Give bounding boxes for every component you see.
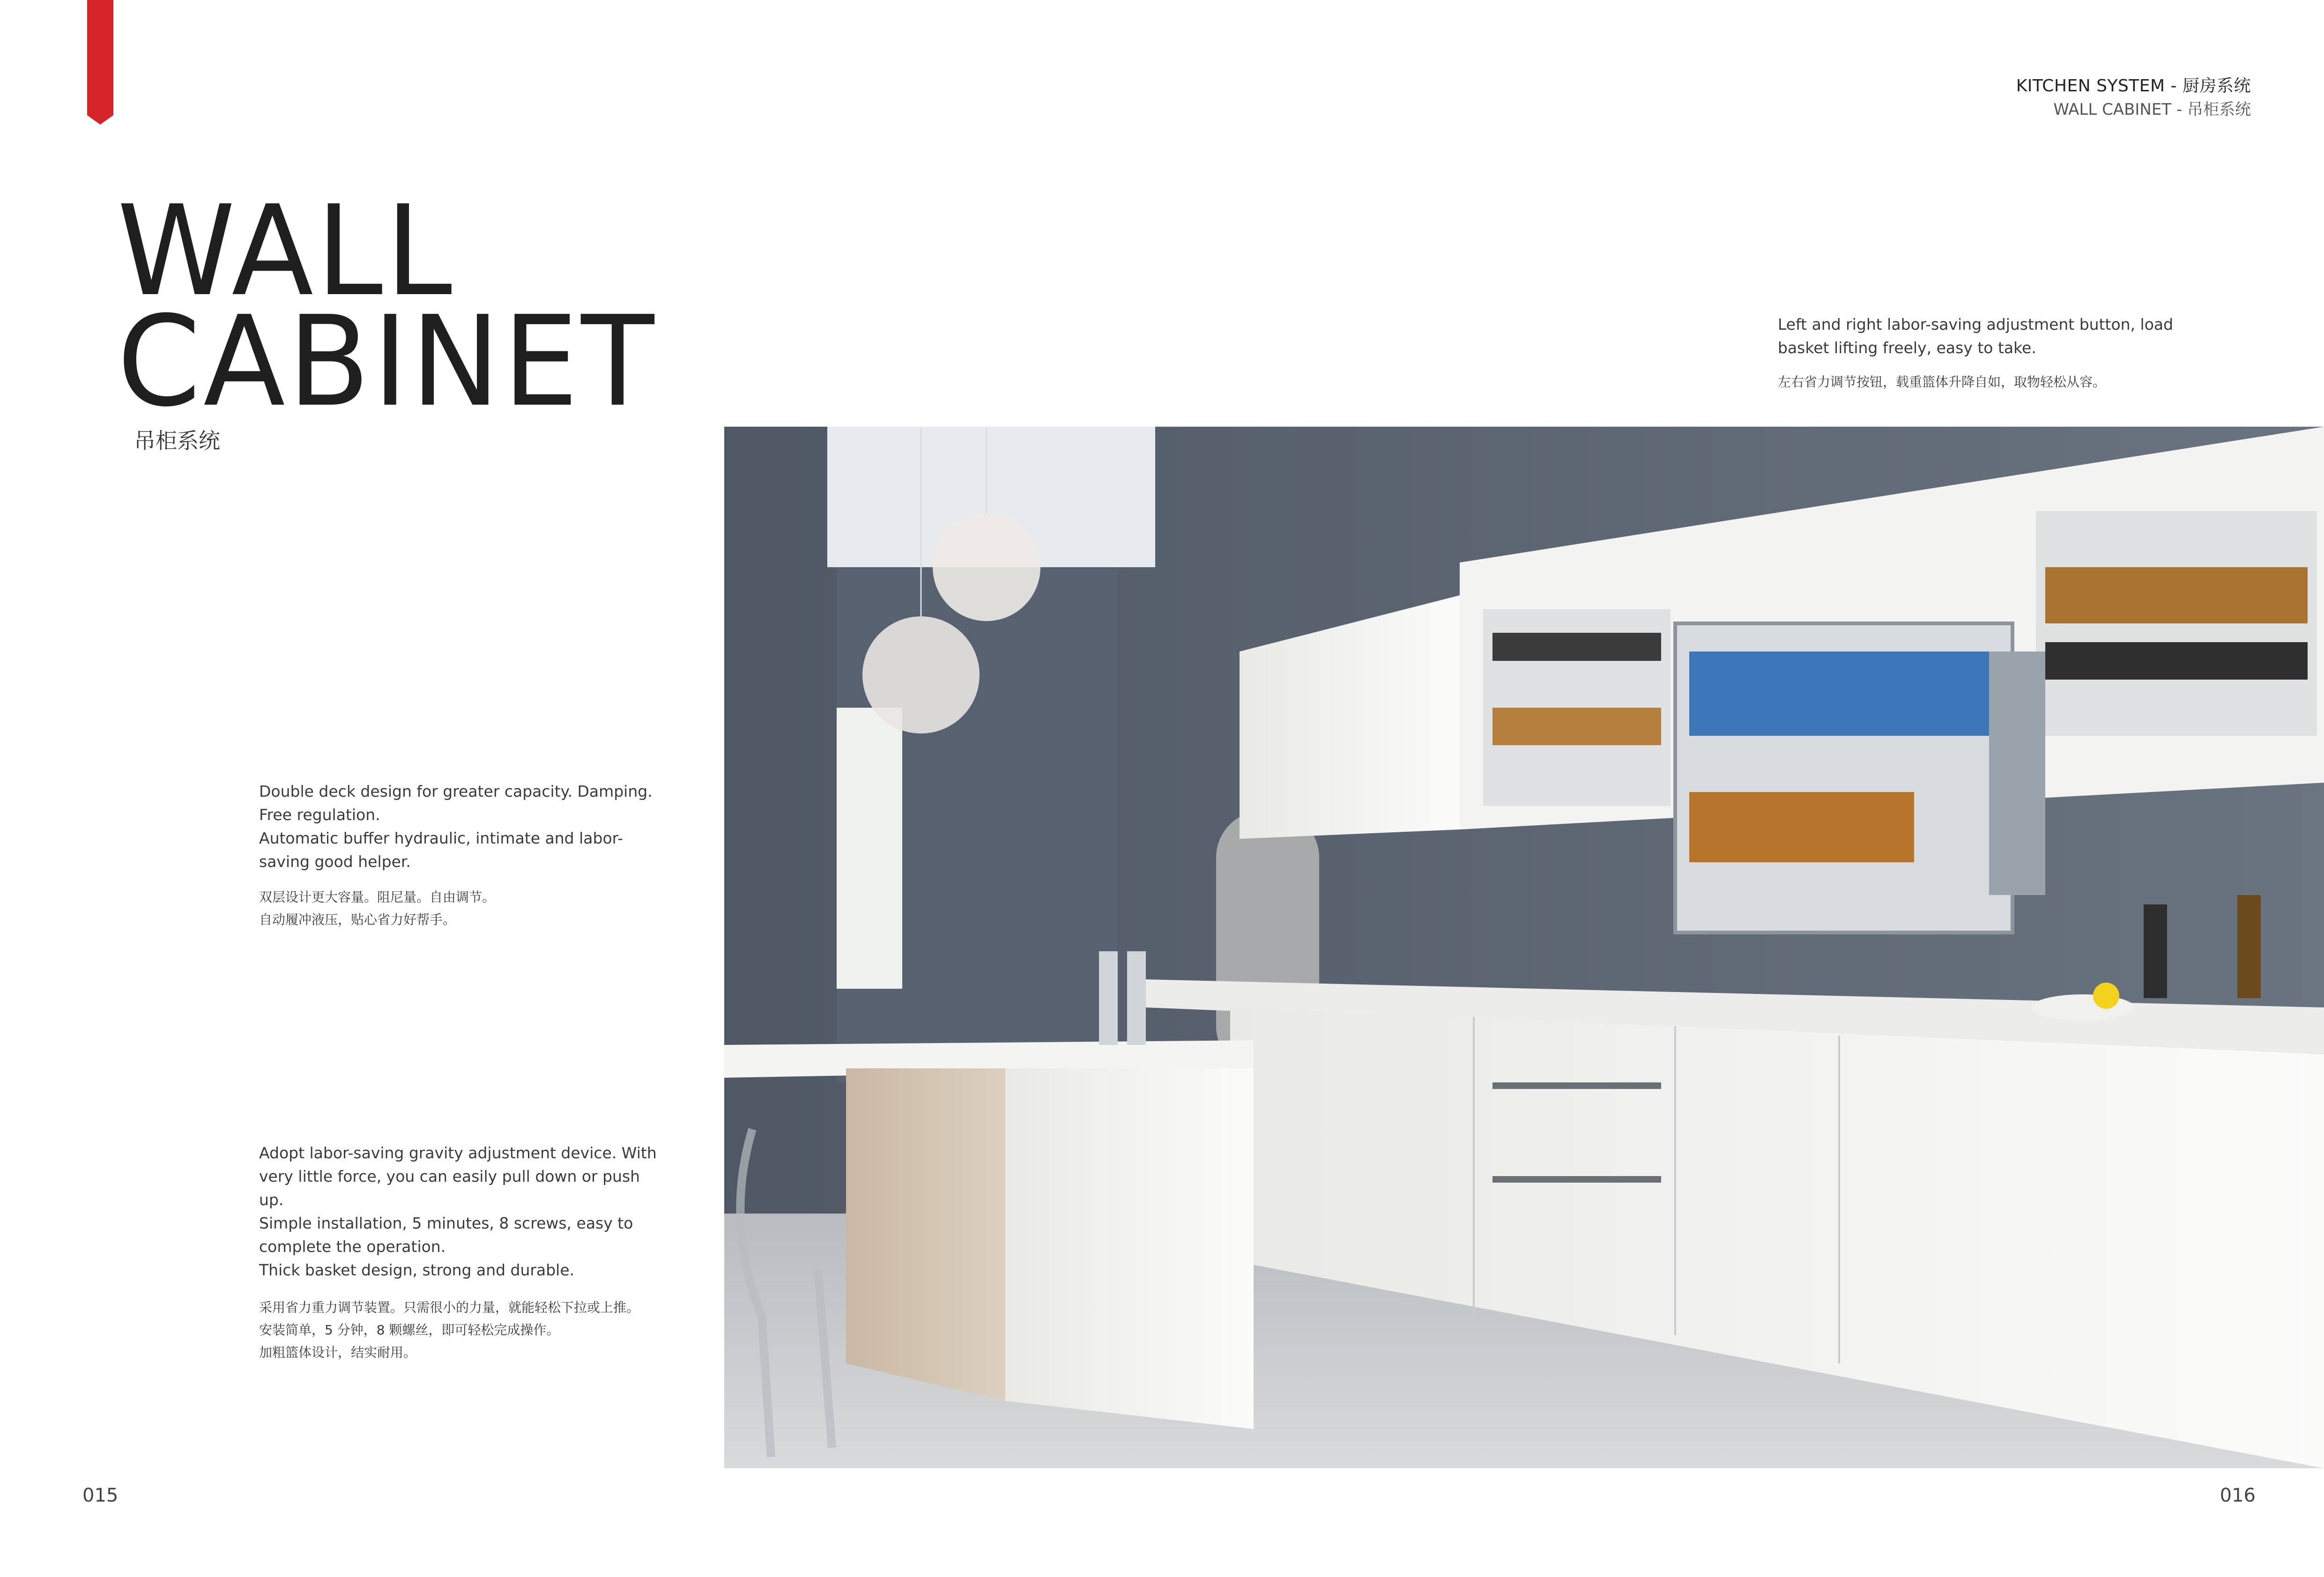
description-line: Automatic buffer hydraulic, intimate and labor-saving good helper. xyxy=(259,829,623,871)
page-number-right: 016 xyxy=(2220,1485,2256,1506)
description-line: 加粗篮体设计，结实耐用。 xyxy=(259,1345,417,1360)
description-block-1-cn xyxy=(259,886,681,931)
feature-text-cn: 左右省力调节按钮，载重篮体升降自如，取物轻松从容。 xyxy=(1778,374,2106,390)
kitchen-illustration xyxy=(724,427,2324,1468)
description-block-2-cn xyxy=(259,1296,681,1364)
feature-text-en: Left and right labor-saving adjustment button, load basket lifting freely, easy to take. xyxy=(1778,315,2174,357)
description-line: Simple installation, 5 minutes, 8 screws, easy to complete the operation. xyxy=(259,1214,633,1256)
description-line: 采用省力重力调节装置。只需很小的力量，就能轻松下拉或上推。 xyxy=(259,1300,640,1315)
description-line: 双层设计更大容量。阻尼量。自由调节。 xyxy=(259,889,496,905)
title-line-1: WALL xyxy=(117,178,455,324)
title-line-2: CABINET xyxy=(117,289,657,434)
description-line: Adopt labor-saving gravity adjustment device. With very little force, you can easily pull down or push up. xyxy=(259,1144,657,1209)
bookmark-ribbon xyxy=(87,0,113,125)
description-line: 自动履冲液压，贴心省力好帮手。 xyxy=(259,912,456,927)
description-block-2-en xyxy=(259,1141,667,1282)
page-subtitle-cn: 吊柜系统 xyxy=(134,428,220,453)
section-header xyxy=(2016,74,2251,121)
description-line: Thick basket design, strong and durable. xyxy=(259,1261,575,1279)
description-line: 安装简单，5 分钟，8 颗螺丝，即可轻松完成操作。 xyxy=(259,1322,560,1338)
description-block-1-en xyxy=(259,780,667,874)
page-title xyxy=(117,178,679,434)
header-category: KITCHEN SYSTEM - 厨房系统 xyxy=(2016,76,2251,96)
kitchen-photo xyxy=(724,427,2324,1468)
description-line: Double deck design for greater capacity. Damping. Free regulation. xyxy=(259,782,653,824)
page-number-left: 015 xyxy=(82,1485,119,1506)
header-subcategory: WALL CABINET - 吊柜系统 xyxy=(2053,100,2251,119)
